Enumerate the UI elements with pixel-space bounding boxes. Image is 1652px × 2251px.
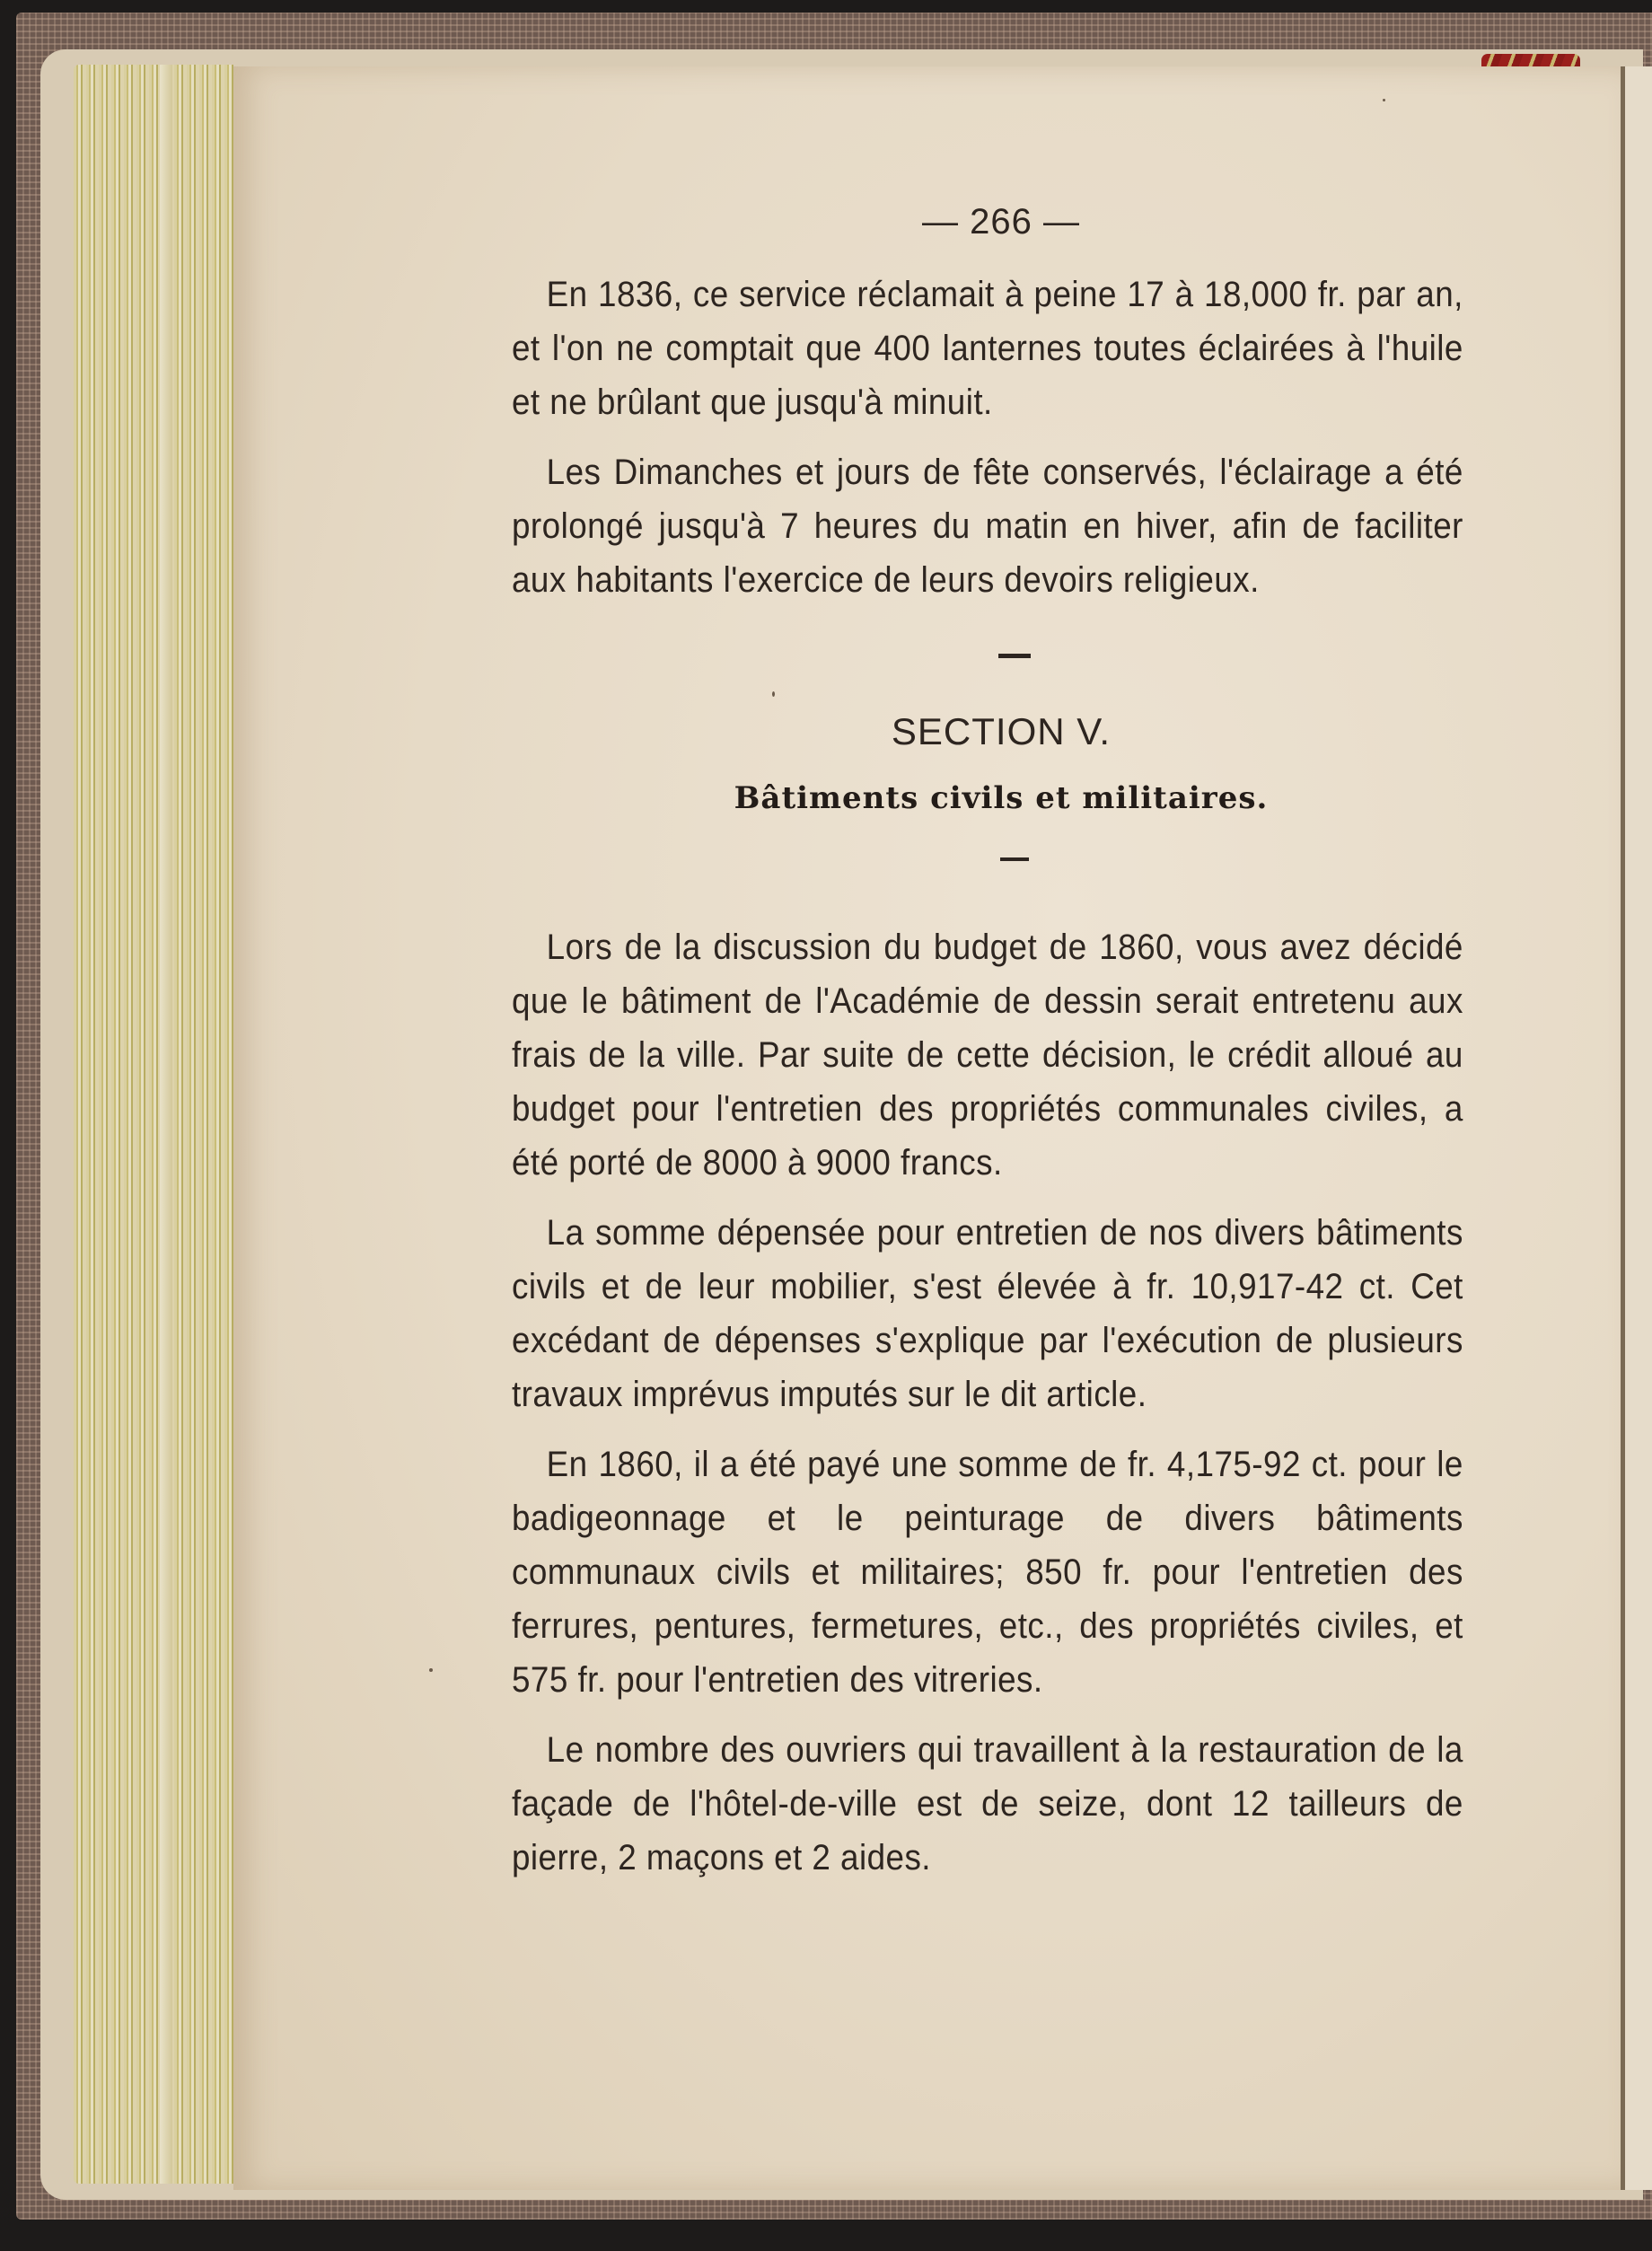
facing-page-edge [1621,66,1652,2190]
paragraph: Les Dimanches et jours de fête conservés, l'éclairage a été prolongé jusqu'à 7 heures du matin en hiver, afin de faciliter aux habitants l'exercice de leurs devoirs religieux. [512,453,1463,600]
paragraph: Lors de la discussion du budget de 1860, vous avez décidé que le bâtiment de l'Académie de dessin serait entretenu aux frais de la ville. Par suite de cette décision, le crédit alloué au budget pour l'entretien des propriétés communales civiles, a été porté de 8000 à 9000 francs. [512,928,1463,1183]
headband-decoration [1481,54,1580,66]
paragraph: Le nombre des ouvriers qui travaillent à la restauration de la façade de l'hôtel-de-ville est de seize, dont 12 tailleurs de pierre, 2 maçons et 2 aides. [512,1730,1463,1877]
paper-speck [1383,99,1385,101]
section-divider [1000,857,1029,861]
page-text-column [512,202,1463,1901]
section-title: SECTION V. [891,710,1112,752]
section-subtitle: Bâtiments civils et militaires. [734,780,1269,816]
page-number: — 266 — [922,202,1080,242]
paragraph: En 1860, il a été payé une somme de fr. 4,175-92 ct. pour le badigeonnage et le peinturage de divers bâtiments communaux civils et militaires; 850 fr. pour l'entretien des ferrures, pentures, fermetures, etc., des propriétés civiles, et 575 fr. pour l'entretien des vitreries. [512,1445,1463,1700]
paper-speck [429,1668,433,1672]
page-fore-edges [74,65,233,2184]
paragraph: En 1836, ce service réclamait à peine 17 à 18,000 fr. par an, et l'on ne comptait que 400 lanternes toutes éclairées à l'huile et ne brûlant que jusqu'à minuit. [512,275,1463,422]
paragraph: La somme dépensée pour entretien de nos divers bâtiments civils et de leur mobilier, s'est élevée à fr. 10,917-42 ct. Cet excédant de dépenses s'explique par l'exécution de plusieurs travaux imprévus imputés sur le dit article. [512,1213,1463,1414]
section-divider [998,654,1031,658]
